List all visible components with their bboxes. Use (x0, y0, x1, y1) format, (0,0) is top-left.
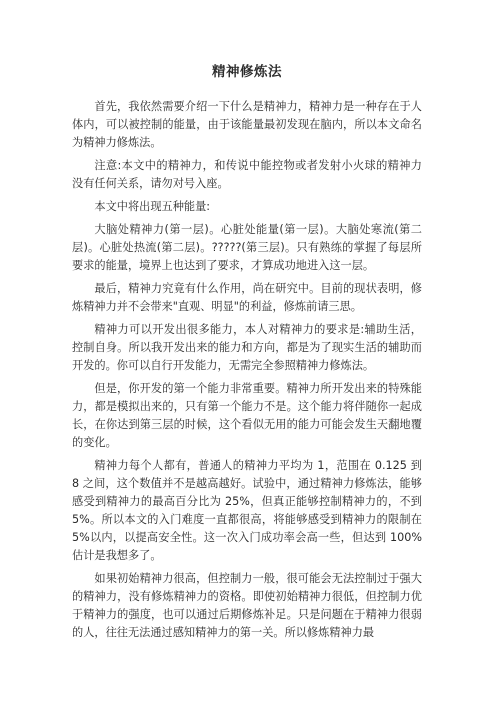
paragraph: 首先，我依然需要介绍一下什么是精神力，精神力是一种存在于人体内，可以被控制的能量，由于该能量最初发现在脑内，所以本文命名为精神力修炼法。 (72, 100, 422, 149)
paragraph: 精神力每个人都有，普通人的精神力平均为 1，范围在 0.125 到 8 之间，这个数值并不是越高越好。试验中，通过精神力修炼法，能够感受到精神力的最高百分比为 25%，但真正能够控制精神力的，不到 5%。所以本文的入门难度一直都很高，将能够感受到精神力的限制在 5%以内，以提高安全性。这一次入门成功率会高一些，但达到 100% 估计是我想多了。 (72, 459, 422, 562)
paragraph: 本文中将出现五种能量: (94, 200, 211, 213)
paragraph: 但是，你开发的第一个能力非常重要。精神力所开发出来的特殊能力，都是模拟出来的，只有第一个能力不是。这个能力将伴随你一起成长，在你达到第三层的时候，这个看似无用的能力可能会发生天翻地覆的变化。 (72, 382, 422, 449)
paragraph: 大脑处精神力(第一层)。心脏处能量(第一层)。大脑处寒流(第二层)。心脏处热流(第二层)。?????(第三层)。只有熟练的掌握了每层所要求的能量，境界上也达到了要求，才算成功地进入这一层。 (72, 223, 422, 272)
paragraph: 注意:本文中的精神力，和传说中能控物或者发射小火球的精神力没有任何关系，请勿对号入座。 (72, 159, 422, 190)
paragraph: 最后，精神力究竟有什么作用，尚在研究中。目前的现状表明，修炼精神力并不会带来"直观、明显"的利益，修炼前请三思。 (72, 282, 422, 313)
document-title: 精神修炼法 (212, 64, 282, 80)
paragraph: 如果初始精神力很高，但控制力一般，很可能会无法控制过于强大的精神力，没有修炼精神力的资格。即使初始精神力很低，但控制力优于精神力的强度，也可以通过后期修炼补足。只是问题在于精神力很弱的人，往往无法通过感知精神力的第一关。所以修炼精神力最 (72, 572, 422, 639)
paragraph: 精神力可以开发出很多能力，本人对精神力的要求是:辅助生活，控制自身。所以我开发出来的能力和方向，都是为了现实生活的辅助而开发的。你可以自行开发能力，无需完全参照精神力修炼法。 (72, 323, 422, 372)
